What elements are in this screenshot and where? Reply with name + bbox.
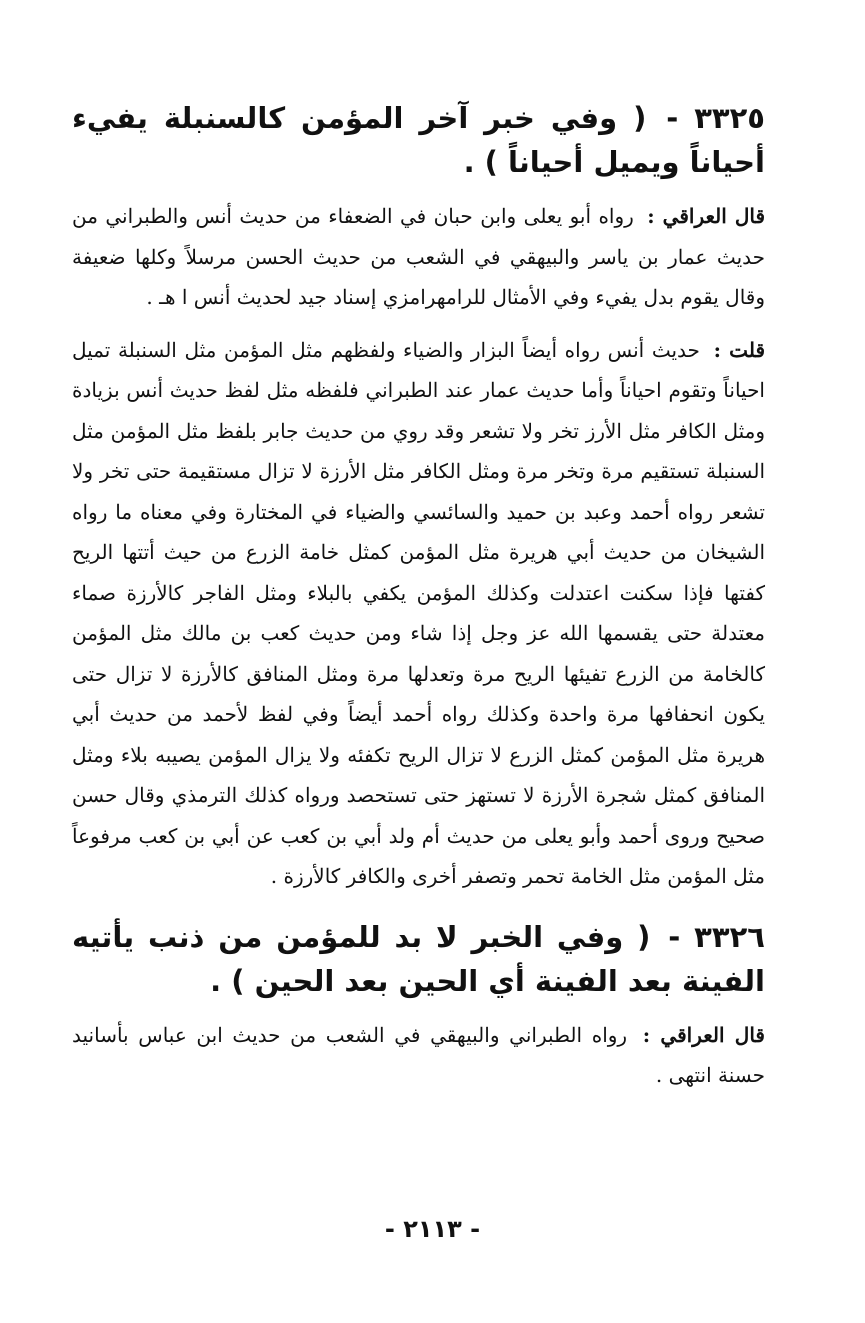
commentary-label: قال العراقي :	[642, 1022, 765, 1047]
commentary-label: قال العراقي :	[647, 204, 766, 228]
commentary-text: رواه الطبراني والبيهقي في الشعب من حديث ابن عباس بأسانيد حسنة انتهى .	[72, 1022, 765, 1087]
commentary-paragraph	[72, 330, 765, 897]
entry-heading	[72, 96, 765, 184]
entry-heading-text: ( وفي الخبر لا بد للمؤمن من ذنب يأتيه الفينة بعد الفينة أي الحين بعد الحين ) .	[72, 919, 765, 998]
commentary-paragraph	[72, 196, 765, 318]
commentary-text: حديث أنس رواه أيضاً البزار والضياء ولفظهم مثل المؤمن مثل السنبلة تميل احياناً وتقوم احياناً وأما حديث عمار عند الطبراني فلفظه مثل لفظ حديث أنس بزيادة ومثل الكافر مثل الأرز تخر ولا تشعر وقد روي من حديث جابر بلفظ مثل المؤمن مثل السنبلة تستقيم مرة وتخر مرة ومثل الكافر مثل الأرزة لا تزال مستقيمة حتى تخر ولا تشعر رواه أحمد وعبد بن حميد والسائسي والضياء في المختارة وفي معناه ما رواه الشيخان من حديث أبي هريرة مثل المؤمن كمثل خامة الزرع من حيث أتتها الريح كفتها فإذا سكنت اعتدلت وكذلك المؤمن يكفي بالبلاء ومثل الفاجر كالأرزة صماء معتدلة حتى يقسمها الله عز وجل إذا شاء ومن حديث كعب بن مالك مثل المؤمن كالخامة من الزرع تفيئها الريح مرة وتعدلها مرة ومثل المنافق كالأرزة لا تزال حتى يكون انحفافها مرة واحدة وكذلك رواه أحمد أيضاً وفي لفظ لأحمد من حديث أبي هريرة مثل المؤمن كمثل الزرع لا تزال الريح تكفئه ولا يزال المؤمن يصيبه بلاء ومثل المنافق كمثل شجرة الأرزة لا تستهز حتى تستحصد ورواه كذلك الترمذي وقال حسن صحيح وروى أحمد وأبو يعلى من حديث أم ولد أبي بن كعب عن أبي بن كعب مرفوعاً مثل المؤمن مثل الخامة تحمر وتصفر أخرى والكافر كالأرزة .	[72, 337, 766, 888]
commentary-label: قلت :	[713, 337, 765, 362]
entry-number: ٣٣٢٥ -	[666, 101, 765, 135]
entry-heading	[72, 915, 765, 1003]
page-number: - ٢١١٣ -	[384, 1215, 481, 1243]
commentary-text: رواه أبو يعلى وابن حبان في الضعفاء من حديث أنس والطبراني من حديث عمار بن ياسر والبيهقي في الشعب من حديث الحسن مرسلاً وكلها ضعيفة وقال يقوم بدل يفيء وفي الأمثال للرامهرامزي إسناد جيد لحديث أنس ا هـ .	[72, 204, 765, 309]
entry-heading-text: ( وفي خبر آخر المؤمن كالسنبلة يفيء أحياناً ويميل أحياناً ) .	[72, 101, 765, 179]
entry-3325	[72, 96, 765, 897]
page-body	[72, 96, 765, 1108]
entry-number: ٣٣٢٦ -	[668, 919, 765, 954]
commentary-paragraph	[72, 1015, 765, 1096]
entry-3326	[72, 915, 765, 1096]
